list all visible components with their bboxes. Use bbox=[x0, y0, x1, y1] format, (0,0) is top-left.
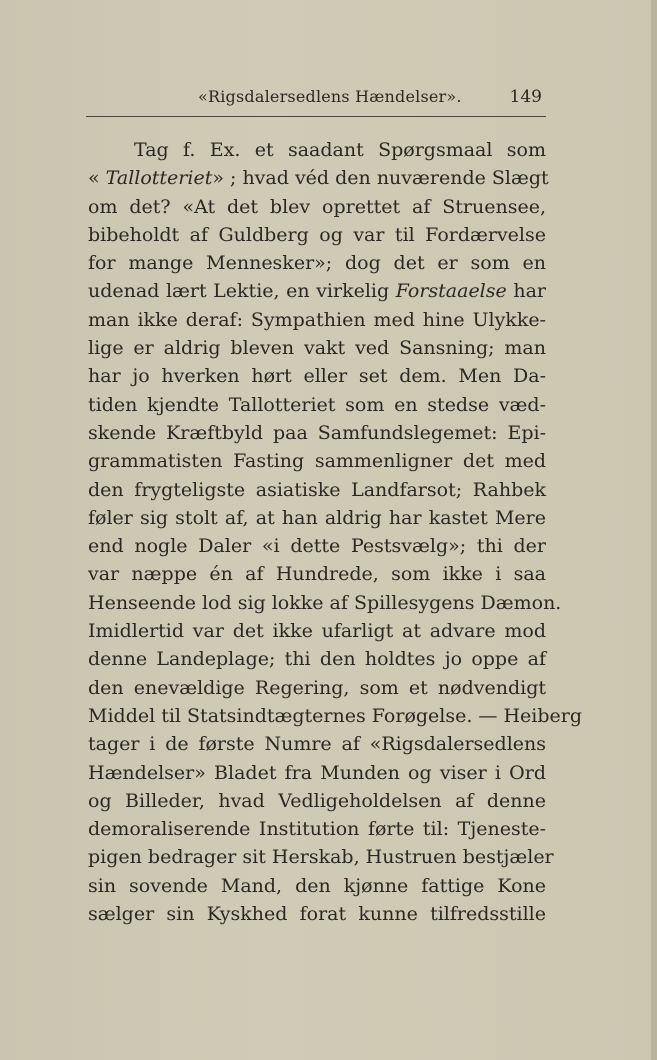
text-run: sælger sin Kyskhed forat kunne tilfredsstille bbox=[88, 903, 546, 926]
text-line bbox=[88, 249, 546, 277]
page-header bbox=[86, 84, 548, 112]
text-line bbox=[88, 759, 546, 787]
text-run: Hændelser» Bladet fra Munden og viser i Ord bbox=[88, 761, 546, 784]
text-line bbox=[88, 419, 546, 447]
text-run: Middel til Statsindtægternes Forøgelse. — Heiberg bbox=[88, 704, 583, 727]
header-rule bbox=[86, 116, 546, 117]
text-line bbox=[88, 221, 546, 249]
text-run: Henseende lod sig lokke af Spillesygens Dæmon. bbox=[88, 591, 562, 614]
text-run: « bbox=[88, 167, 106, 190]
text-line bbox=[88, 193, 546, 221]
text-run: grammatisten Fasting sammenligner det med bbox=[88, 450, 546, 473]
text-line bbox=[88, 730, 546, 758]
text-line bbox=[88, 334, 546, 362]
text-run: pigen bedrager sit Herskab, Hustruen bestjæler bbox=[88, 846, 554, 869]
text-line bbox=[88, 532, 546, 560]
text-line bbox=[88, 872, 546, 900]
text-run: denne Landeplage; thi den holdtes jo oppe af bbox=[88, 648, 546, 671]
text-run: bibeholdt af Guldberg og var til Fordærvelse bbox=[88, 223, 546, 246]
text-line bbox=[88, 277, 546, 305]
text-run: tiden kjendte Tallotteriet som en stedse væd- bbox=[88, 393, 546, 416]
text-run: den frygteligste asiatiske Landfarsot; Rahbek bbox=[88, 478, 546, 501]
text-run: Imidlertid var det ikke ufarligt at advare mod bbox=[88, 620, 546, 643]
text-run: end nogle Daler «i dette Pestsvælg»; thi der bbox=[88, 535, 546, 558]
text-run: om det? «At det blev oprettet af Struensee, bbox=[88, 195, 546, 218]
text-run: den enevældige Regering, som et nødvendigt bbox=[88, 676, 546, 699]
text-run: har bbox=[506, 280, 546, 303]
text-line bbox=[88, 702, 583, 730]
running-title: «Rigsdalersedlens Hændelser». bbox=[198, 87, 462, 106]
italic-text-run: Forstaaelse bbox=[395, 280, 507, 303]
text-line bbox=[88, 674, 546, 702]
text-line bbox=[88, 391, 546, 419]
text-line bbox=[88, 815, 546, 843]
page-edge bbox=[651, 0, 657, 1060]
italic-text-run: Tallotteriet bbox=[105, 167, 213, 190]
text-run: Tag f. Ex. et saadant Spørgsmaal som bbox=[134, 139, 546, 161]
text-line bbox=[88, 306, 546, 334]
text-line bbox=[88, 560, 546, 588]
text-line bbox=[88, 136, 546, 164]
text-line bbox=[88, 504, 546, 532]
text-run: skende Kræftbyld paa Samfundslegemet: Epi- bbox=[88, 421, 546, 444]
text-run: var næppe én af Hundrede, som ikke i saa bbox=[88, 563, 546, 586]
text-run: » ; hvad véd den nuværende Slægt bbox=[212, 167, 549, 190]
page-number: 149 bbox=[509, 87, 542, 107]
text-run: for mange Mennesker»; dog det er som en bbox=[88, 252, 546, 275]
text-run: føler sig stolt af, at han aldrig har kastet Mere bbox=[88, 506, 546, 529]
body-text bbox=[88, 136, 583, 928]
text-line bbox=[88, 447, 546, 475]
text-run: man ikke deraf: Sympathien med hine Ulykke- bbox=[88, 308, 546, 331]
text-line bbox=[88, 843, 554, 871]
text-line bbox=[88, 617, 546, 645]
text-run: demoraliserende Institution førte til: Tjeneste- bbox=[88, 818, 546, 841]
text-line bbox=[88, 787, 546, 815]
text-run: lige er aldrig bleven vakt ved Sansning; man bbox=[88, 337, 546, 360]
text-run: sin sovende Mand, den kjønne fattige Kone bbox=[88, 874, 546, 897]
text-line bbox=[88, 164, 549, 192]
text-line bbox=[88, 476, 546, 504]
text-line bbox=[88, 362, 546, 390]
text-run: har jo hverken hørt eller set dem. Men Da- bbox=[88, 365, 546, 388]
text-run: og Billeder, hvad Vedligeholdelsen af denne bbox=[88, 789, 546, 812]
text-line bbox=[88, 900, 546, 928]
text-line bbox=[88, 645, 546, 673]
text-run: tager i de første Numre af «Rigsdalersedlens bbox=[88, 733, 546, 756]
text-run: udenad lært Lektie, en virkelig bbox=[88, 280, 396, 303]
text-line bbox=[88, 589, 562, 617]
